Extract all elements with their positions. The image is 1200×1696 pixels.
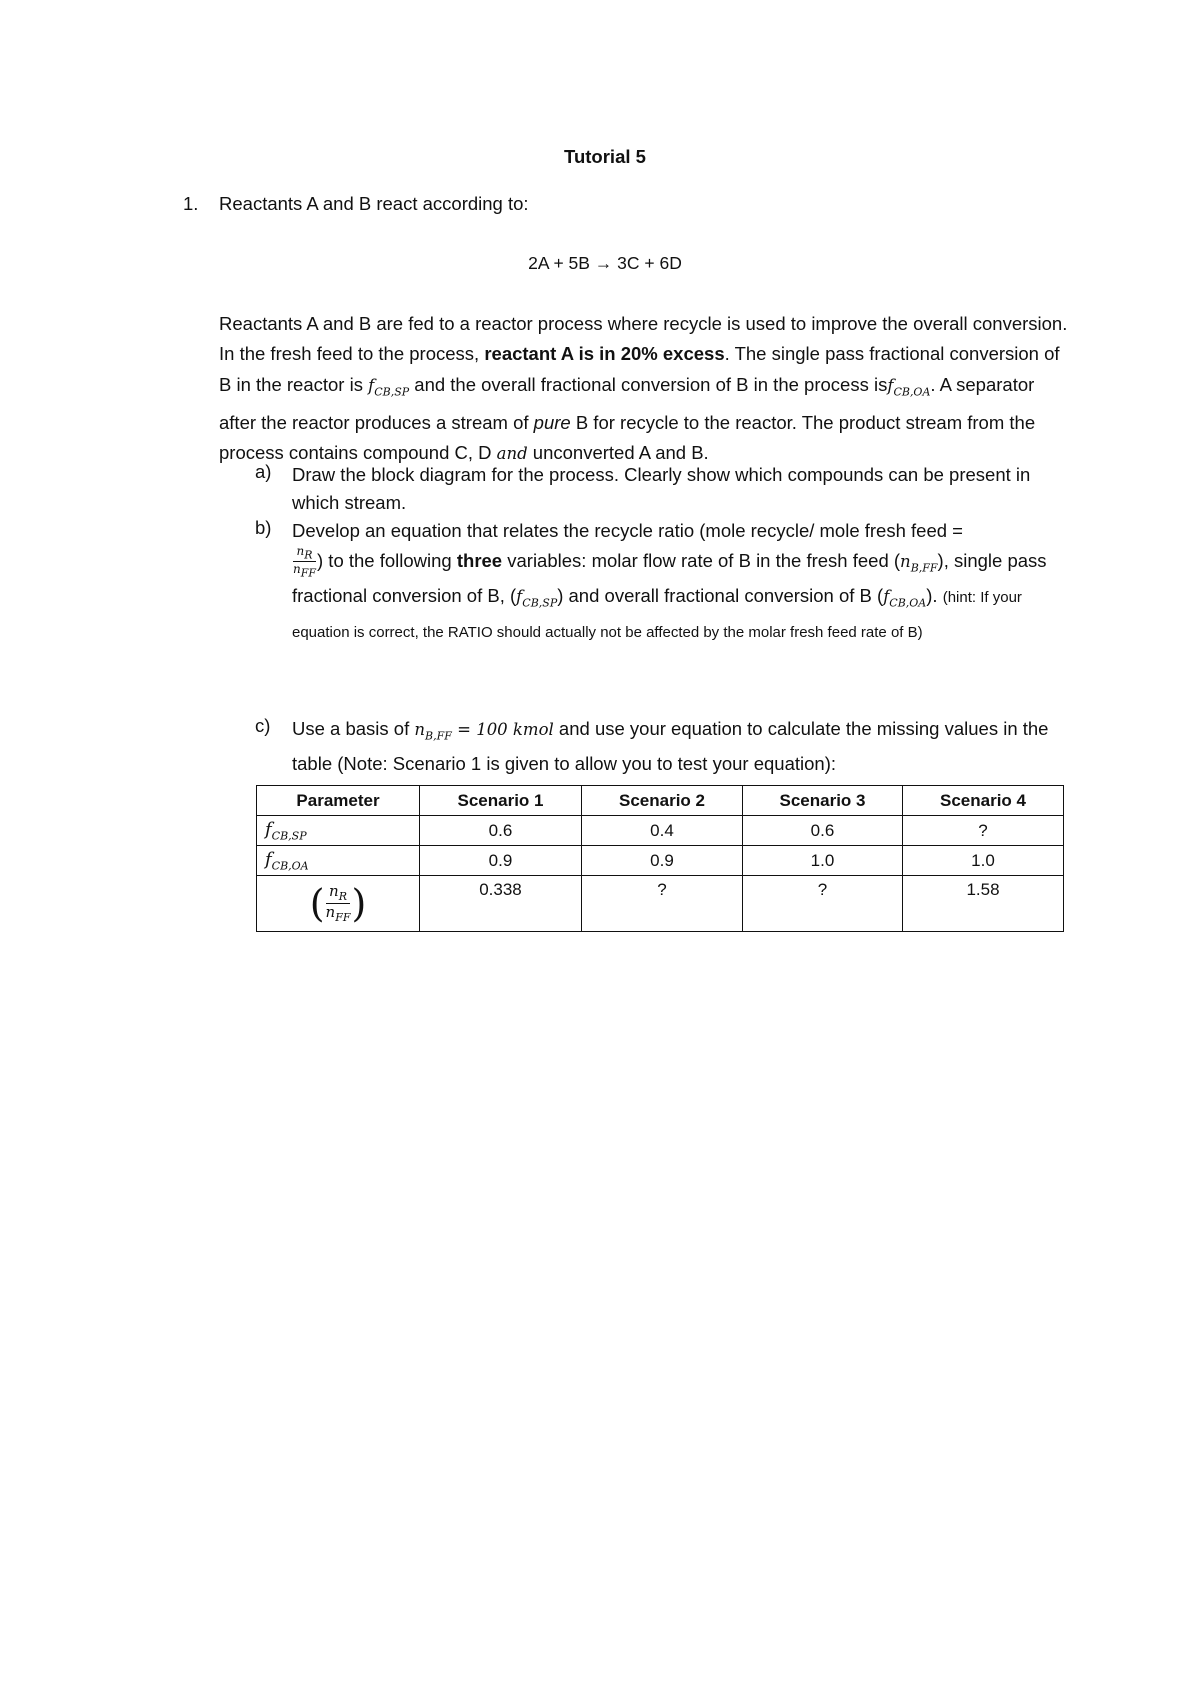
symbol-fcb-oa: $f_{CB,OA}$	[887, 375, 931, 399]
item-a-label: a)	[255, 461, 272, 482]
table-cell: 0.6	[420, 816, 582, 846]
table-header-row	[257, 786, 1064, 816]
row-label-recycle-ratio: ( $\frac{n_R}{n_{FF}}$ )	[257, 876, 420, 932]
reaction-equation: 2A + 5B → 3C + 6D	[528, 253, 682, 273]
table-cell: 1.0	[903, 846, 1064, 876]
item-a-text: Draw the block diagram for the process. Clearly show which compounds can be present in which stream.	[292, 464, 1031, 513]
scenario-table	[256, 785, 1064, 932]
symbol-fcb-sp: $f_{CB,SP}$	[368, 375, 410, 399]
table-cell: 0.9	[582, 846, 743, 876]
row-label-fcb-oa: $f_{CB,OA}$	[257, 846, 420, 876]
table-cell: 0.6	[743, 816, 903, 846]
table-header: Scenario 3	[743, 786, 903, 816]
and-word: and	[496, 443, 528, 463]
para-text-1: Reactants A and B are fed to a reactor process where recycle is used to improve the overall conversion. In the fresh feed to the process,	[219, 313, 1068, 365]
recycle-ratio-fraction: $\frac{n_R}{n_{FF}}$	[293, 544, 316, 580]
table-cell: 0.338	[420, 876, 582, 932]
symbol-fcb-oa-b: $f_{CB,OA}$	[883, 587, 927, 610]
table-cell: 1.0	[743, 846, 903, 876]
table-header: Scenario 1	[420, 786, 582, 816]
table-header: Scenario 4	[903, 786, 1064, 816]
table-header: Parameter	[257, 786, 420, 816]
table-row	[257, 876, 1064, 932]
table-row	[257, 846, 1064, 876]
item-c-label: c)	[255, 715, 271, 736]
row-label-fcb-sp: $f_{CB,SP}$	[257, 816, 420, 846]
para-text-3: and the overall fractional conversion of B in the process is	[409, 373, 888, 395]
page-title: Tutorial 5	[564, 146, 646, 167]
item-b-label: b)	[255, 517, 272, 538]
hint-text: (hint: If your equation is correct, the RATIO should actually not be affected by the molar fresh feed rate of B)	[292, 589, 1022, 642]
para-text-2: . The single pass fractional conversion of B in the reactor is	[219, 343, 1060, 395]
excess-statement: reactant A is in 20% excess	[484, 343, 725, 365]
symbol-nbff-basis: $n_{B,FF} = 100$ kmol	[414, 720, 554, 743]
table-header: Scenario 2	[582, 786, 743, 816]
question-number: 1.	[183, 193, 199, 214]
question-stem: Reactants A and B react according to:	[219, 193, 529, 214]
symbol-fcb-sp-b: $f_{CB,SP}$	[516, 587, 558, 610]
pure-word: pure	[533, 411, 571, 433]
problem-paragraph	[219, 309, 1069, 469]
three-word: three	[456, 549, 503, 571]
para-text-4: . A separator after the reactor produces a stream of	[219, 373, 1035, 433]
table-row	[257, 816, 1064, 846]
table-cell: ?	[582, 876, 743, 932]
symbol-nbff: $n_{B,FF}$	[900, 551, 938, 575]
table-cell: ?	[743, 876, 903, 932]
para-text-5: B for recycle to the reactor. The product stream from the process contains compound C, D	[219, 411, 1036, 463]
item-c-text: Use a basis of $n_{B,FF} = 100$ kmol and use your equation to calculate the missing values in the table (Note: Scenario 1 is given to allow you to test your equation):	[292, 718, 1049, 775]
table-cell: 0.9	[420, 846, 582, 876]
table-cell: ?	[903, 816, 1064, 846]
table-cell: 1.58	[903, 876, 1064, 932]
table-cell: 0.4	[582, 816, 743, 846]
item-b-text: Develop an equation that relates the recycle ratio (mole recycle/ mole fresh feed = $\frac{n_R}{n_{FF}}$ ) to the following three variables: molar flow rate of B in the fresh feed $(n_{B,FF})$, single pass fractional conversion of B, $(f_{CB,SP})$ and overall fractional conversion of B $(f_{CB,OA})$. (hint: If your equation is correct, the RATIO should actually not be affected by the molar fresh feed rate of B)	[292, 520, 1047, 642]
para-text-6: unconverted A and B.	[527, 441, 709, 463]
